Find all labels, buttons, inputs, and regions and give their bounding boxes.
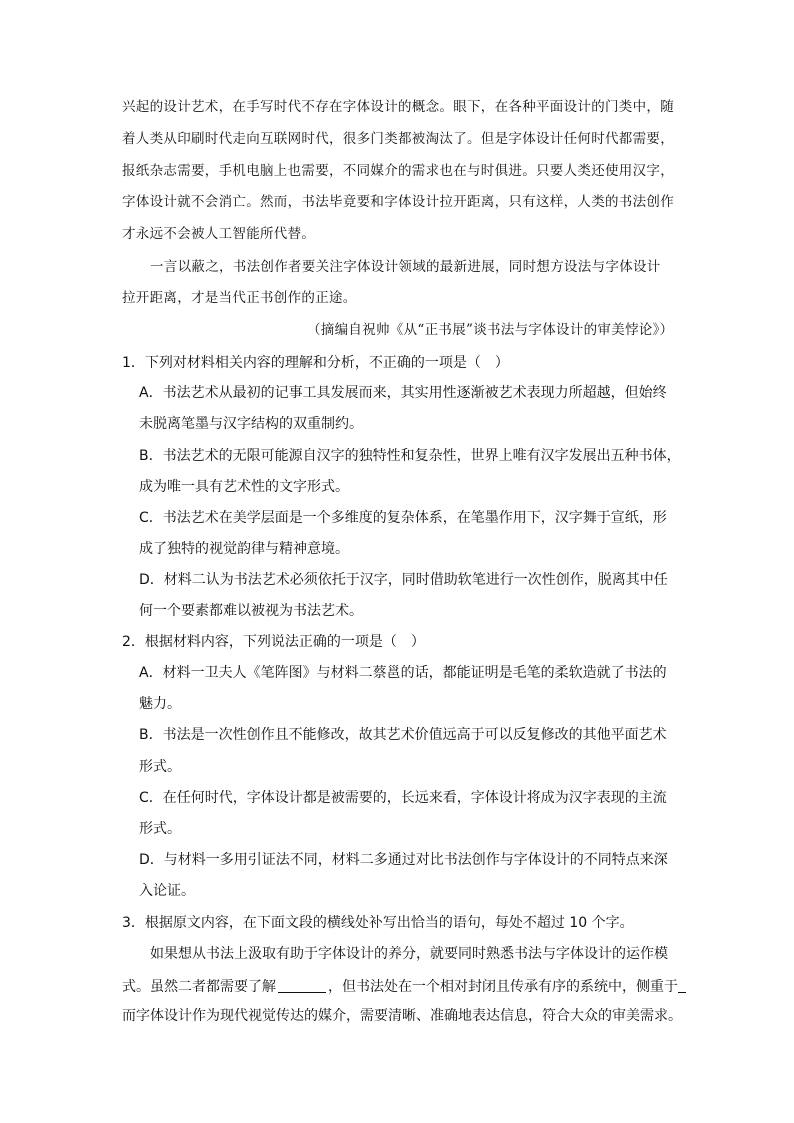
q2-option-c-line1: C．在任何时代，字体设计都是被需要的，长远来看，字体设计将成为汉字表现的主流 [139,790,667,806]
answer-blank-1[interactable] [278,978,326,993]
q3-paragraph-line3: 而字体设计作为现代视觉传达的媒介，需要清晰、准确地表达信息，符合大众的审美需求。 [122,1008,682,1024]
q2-option-b-line1: B．书法是一次性创作且不能修改，故其艺术价值远高于可以反复修改的其他平面艺术 [139,727,667,743]
q1-stem: 1．下列对材料相关内容的理解和分析，不正确的一项是（ ） [122,355,509,371]
passage-line-5: 才永远不会被人工智能所代替。 [122,226,316,242]
q1-option-c-line2: 成了独特的视觉韵律与精神意境。 [139,541,349,557]
passage-line-7: 拉开距离，才是当代正书创作的正途。 [122,290,357,306]
q1-option-b-line1: B．书法艺术的无限可能源自汉字的独特性和复杂性，世界上唯有汉字发展出五种书体， [139,448,681,464]
q3-text-after-blank1: ，但书法处在一个相对封闭且传承有序的系统中，侧重于 [328,979,678,995]
q2-option-b-line2: 形式。 [139,759,181,775]
q2-option-c-line2: 形式。 [139,821,181,837]
q1-option-d-line1: D．材料二认为书法艺术必须依托于汉字，同时借助软笔进行一次性创作，脱离其中任 [139,572,668,588]
q2-stem: 2．根据材料内容，下列说法正确的一项是（ ） [122,634,425,650]
answer-blank-2[interactable] [678,978,686,993]
q3-stem: 3．根据原文内容，在下面文段的横线处补写出恰当的语句，每处不超过 10 个字。 [122,915,634,931]
passage-line-2: 着人类从印刷时代走向互联网时代，很多门类都被淘汰了。但是字体设计任何时代都需要， [122,131,674,147]
q2-option-a-line1: A．材料一卫夫人《笔阵图》与材料二蔡邕的话，都能证明是毛笔的柔软造就了书法的 [139,665,667,681]
passage-line-1: 兴起的设计艺术，在手写时代不存在字体设计的概念。眼下，在各种平面设计的门类中，随 [122,99,674,115]
q2-option-d-line1: D．与材料一多用引证法不同，材料二多通过对比书法创作与字体设计的不同特点来深 [139,852,668,868]
q3-paragraph-line2 [122,978,686,994]
passage-line-4: 字体设计就不会消亡。然而，书法毕竟要和字体设计拉开距离，只有这样，人类的书法创作 [122,194,674,210]
q3-text-before-blank1: 式。虽然二者都需要了解 [122,979,276,995]
q1-option-d-line2: 何一个要素都难以被视为书法艺术。 [139,603,363,619]
passage-line-3: 报纸杂志需要，手机电脑上也需要，不同媒介的需求也在与时俱进。只要人类还使用汉字， [122,163,674,179]
q2-option-d-line2: 入论证。 [139,883,195,899]
q1-option-c-line1: C．书法艺术在美学层面是一个多维度的复杂体系，在笔墨作用下，汉字舞于宣纸，形 [139,510,667,526]
passage-line-6: 一言以蔽之，书法创作者要关注字体设计领域的最新进展，同时想方设法与字体设计 [150,259,661,275]
q3-paragraph-line1: 如果想从书法上汲取有助于字体设计的养分，就要同时熟悉书法与字体设计的运作模 [150,946,668,962]
q1-option-a-line1: A．书法艺术从最初的记事工具发展而来，其实用性逐渐被艺术表现力所超越，但始终 [139,385,667,401]
q1-option-a-line2: 未脱离笔墨与汉字结构的双重制约。 [139,416,363,432]
q2-option-a-line2: 魅力。 [139,696,181,712]
passage-citation: （摘编自祝帅《从“正书展”谈书法与字体设计的审美悖论》） [307,322,674,338]
q1-option-b-line2: 成为唯一具有艺术性的文字形式。 [139,479,349,495]
